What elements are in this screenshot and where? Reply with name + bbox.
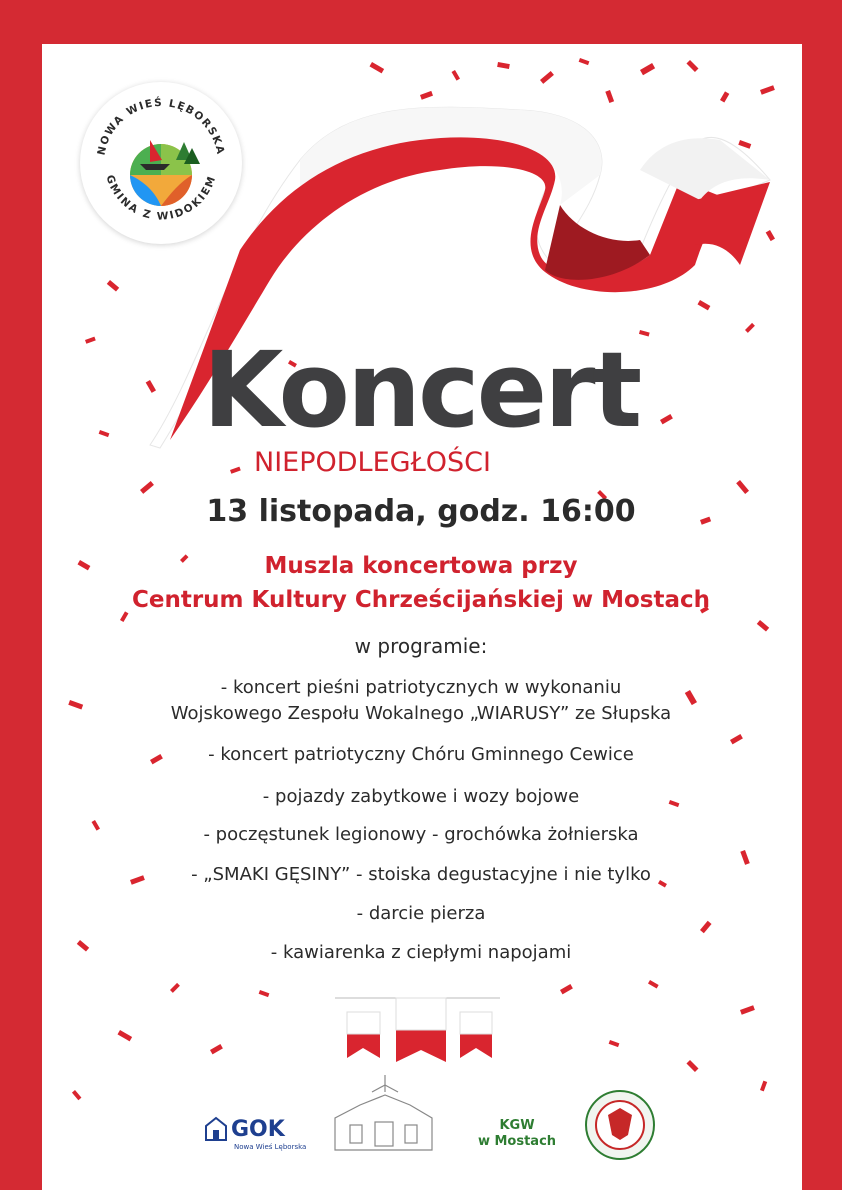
- church-drawing-icon: [335, 1075, 432, 1150]
- venue: [0, 549, 842, 617]
- event-date: 13 listopada, godz. 16:00: [206, 494, 636, 529]
- program-heading: w programie:: [354, 634, 488, 658]
- municipality-logo: [80, 82, 242, 244]
- program-item: - kawiarenka z ciepłymi napojami: [270, 942, 572, 963]
- kgw-line-1: KGW: [499, 1118, 535, 1133]
- kgw-line-2: w Mostach: [477, 1134, 557, 1149]
- program-item: - koncert patriotyczny Chóru Gminnego Cewice: [208, 744, 634, 765]
- logo-top-text: NOWA WIEŚ LĘBORSKA: [95, 96, 227, 157]
- program-item: - poczęstunek legionowy - grochówka żołnierska: [203, 824, 639, 845]
- subtitle: NIEPODLEGŁOŚCI: [254, 447, 491, 478]
- nowa-wies-lemborska-logo-icon: [80, 82, 242, 244]
- program-item: - pojazdy zabytkowe i wozy bojowe: [262, 786, 580, 807]
- page-title: Koncert: [202, 329, 640, 451]
- logo-bottom-text: GMINA Z WIDOKIEM: [103, 173, 219, 223]
- program-item: - „SMAKI GĘSINY” - stoiska degustacyjne i nie tylko: [191, 864, 651, 885]
- program-item: - koncert pieśni patriotycznych w wykonaniu: [220, 677, 622, 698]
- bunting-icon: [335, 998, 500, 1062]
- kgw-logo: [472, 1118, 562, 1150]
- gok-logo-subtitle: Nowa Wieś Lęborska: [234, 1143, 307, 1151]
- program-item: - darcie pierza: [356, 903, 486, 924]
- program-item: Wojskowego Zespołu Wokalnego „WIARUSY” ze Słupska: [170, 703, 672, 724]
- venue-line-1: Muszla koncertowa przy: [264, 553, 578, 579]
- venue-line-2: Centrum Kultury Chrześcijańskiej w Mostach: [131, 587, 710, 613]
- gok-logo: GOK: [231, 1117, 285, 1142]
- association-emblem-icon: [586, 1091, 654, 1159]
